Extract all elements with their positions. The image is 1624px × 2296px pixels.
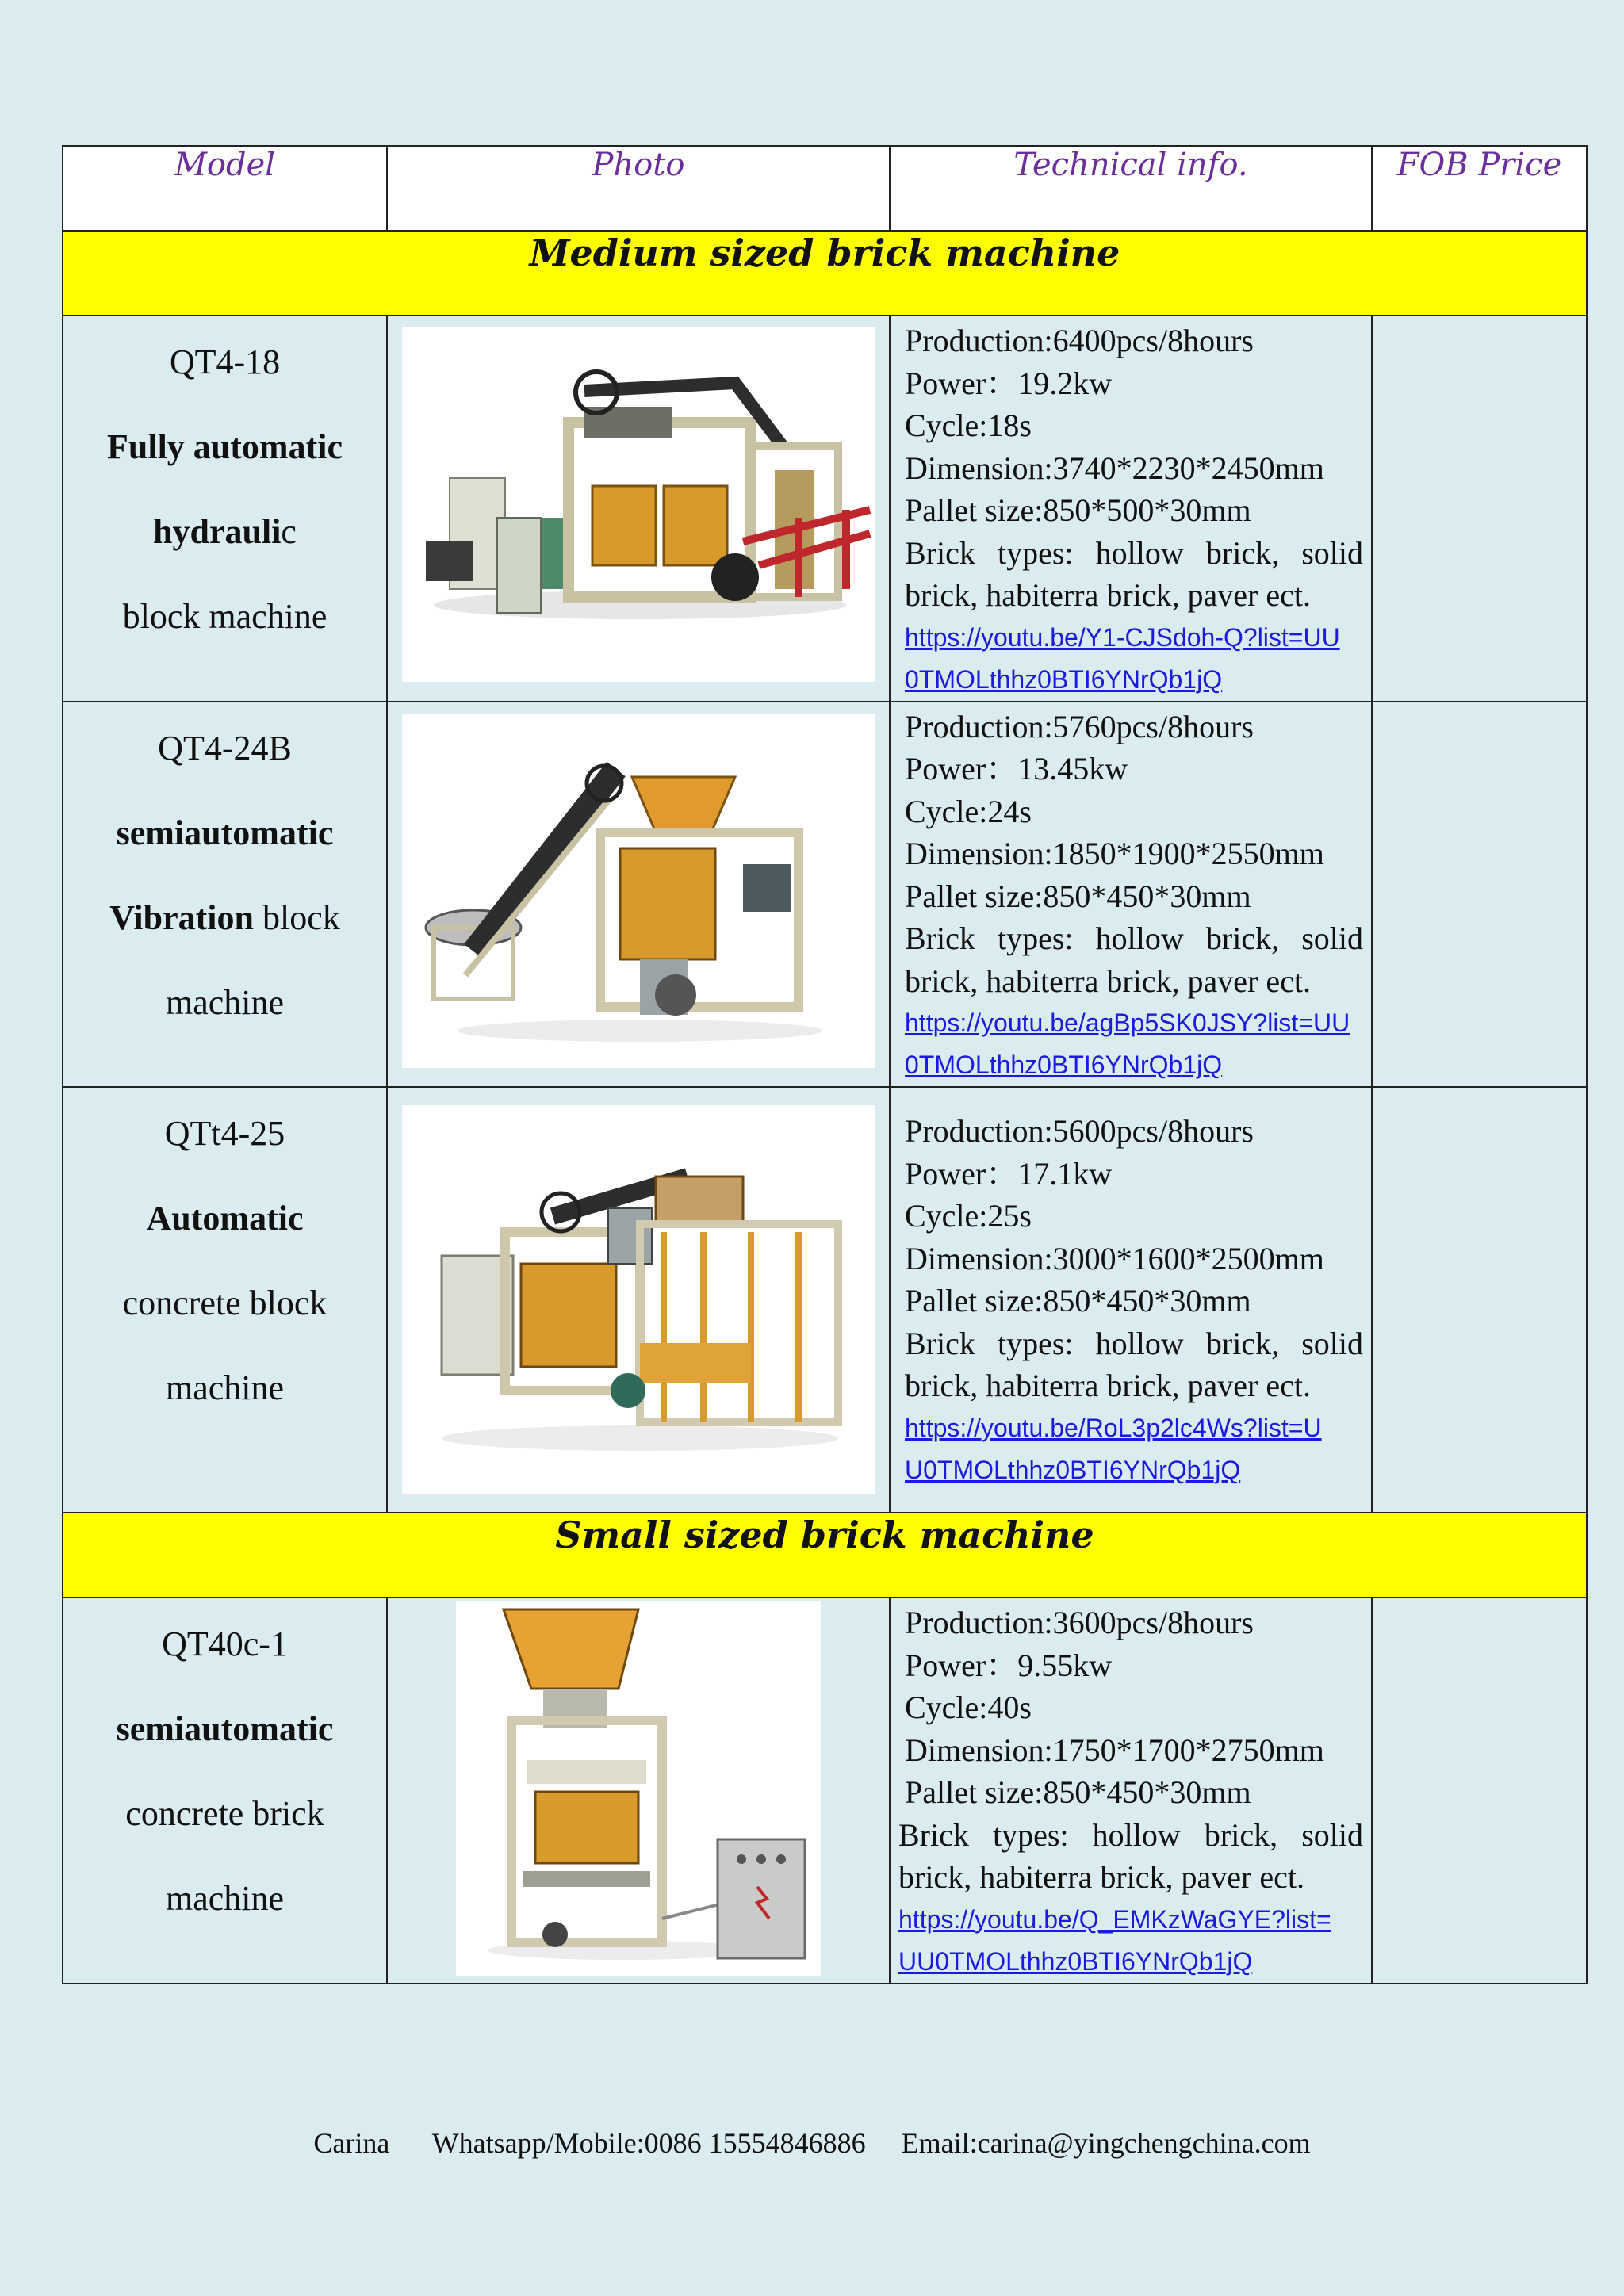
table-row (63, 702, 1587, 1088)
model-cell (63, 316, 387, 702)
spec-brick-types-cont: brick, habiterra brick, paver ect. (905, 962, 1311, 999)
spec-brick-types: Brick types: hollow brick, solid (905, 534, 1363, 571)
spec-brick-types-cont: brick, habiterra brick, paver ect. (905, 1368, 1311, 1403)
model-code: QT4-18 (169, 342, 281, 381)
model-desc (63, 875, 386, 960)
photo-cell (387, 1598, 890, 1984)
model-cell (63, 1598, 387, 1984)
spec-dimension: Dimension:3000*1600*2500mm (905, 1240, 1324, 1276)
spec-brick-types-cont: brick, habiterra brick, paver ect. (898, 1859, 1304, 1895)
video-link[interactable]: https://youtu.be/Y1-CJSdoh-Q?list=UU 0TMOLthhz0BTI6YNrQb1jQ (905, 622, 1340, 694)
model-desc-bold: Vibration (109, 897, 254, 937)
spec-pallet: Pallet size:850*500*30mm (905, 492, 1251, 528)
tech-cell (890, 702, 1372, 1088)
section-medium (63, 231, 1587, 316)
table-row (63, 1087, 1587, 1513)
header-tech: Technical info. (890, 146, 1372, 231)
video-link[interactable]: https://youtu.be/Q_EMKzWaGYE?list= UU0TMOLthhz0BTI6YNrQb1jQ (898, 1904, 1331, 1976)
fob-price-cell (1372, 1087, 1587, 1513)
model-desc: machine (165, 1368, 285, 1407)
spec-production: Production:3600pcs/8hours (905, 1605, 1254, 1640)
spec-power: Power：9.55kw (905, 1647, 1113, 1683)
spec-cycle: Cycle:40s (905, 1689, 1032, 1725)
spec-power: Power：17.1kw (905, 1155, 1113, 1192)
tech-cell (890, 1087, 1372, 1513)
spec-pallet: Pallet size:850*450*30mm (905, 878, 1251, 914)
spec-power: Power：13.45kw (905, 751, 1128, 786)
model-desc (63, 1771, 386, 1856)
model-code: QT4-24B (158, 728, 292, 767)
spec-brick-types: Brick types: hollow brick, solid (905, 920, 1363, 956)
model-desc: machine (165, 982, 285, 1022)
spec-dimension: Dimension:1750*1700*2750mm (905, 1732, 1324, 1768)
model-desc-rest: block (253, 897, 340, 937)
table-row (63, 1598, 1587, 1984)
spec-dimension: Dimension:3740*2230*2450mm (905, 450, 1324, 486)
spec-production: Production:6400pcs/8hours (905, 323, 1254, 358)
header-photo: Photo (387, 146, 890, 231)
table-row (63, 316, 1587, 702)
model-desc-rest: c (281, 512, 297, 551)
model-desc-rest: concrete block (122, 1284, 327, 1322)
model-cell (63, 702, 387, 1088)
spec-cycle: Cycle:18s (905, 408, 1032, 443)
photo-cell (387, 702, 890, 1088)
header-price: FOB Price (1372, 146, 1587, 231)
spec-brick-types: Brick types: hollow brick, solid (898, 1816, 1363, 1853)
model-desc-bold: hydrauli (153, 512, 282, 551)
spec-pallet: Pallet size:850*450*30mm (905, 1283, 1251, 1318)
model-desc: semiautomatic (116, 1709, 334, 1748)
spec-cycle: Cycle:25s (905, 1198, 1032, 1234)
contact-email[interactable]: Email:carina@yingchengchina.com (901, 2127, 1311, 2159)
block-machine-illustration (402, 1105, 875, 1494)
header-model: Model (63, 146, 387, 231)
tech-cell (890, 1598, 1372, 1984)
machine-photo (402, 1105, 875, 1494)
machine-photo (456, 1601, 821, 1976)
contact-name: Carina (313, 2127, 390, 2159)
block-machine-illustration (402, 327, 875, 682)
model-desc: Automatic (146, 1199, 304, 1238)
section-small (63, 1513, 1587, 1598)
spec-cycle: Cycle:24s (905, 793, 1032, 829)
tech-cell (890, 316, 1372, 702)
contact-phone: Whatsapp/Mobile:0086 15554846886 (431, 2127, 866, 2159)
spec-production: Production:5600pcs/8hours (905, 1113, 1254, 1149)
fob-price-cell (1372, 702, 1587, 1088)
fob-price-cell (1372, 316, 1587, 702)
model-code: QT40c-1 (162, 1624, 288, 1663)
model-desc (63, 489, 386, 574)
model-desc: machine (165, 1879, 285, 1918)
photo-cell (387, 316, 890, 702)
block-machine-illustration (456, 1601, 821, 1976)
model-desc (63, 1261, 386, 1345)
video-link[interactable]: https://youtu.be/agBp5SK0JSY?list=UU 0TMOLthhz0BTI6YNrQb1jQ (905, 1008, 1350, 1079)
spec-pallet: Pallet size:850*450*30mm (905, 1774, 1251, 1810)
price-table (62, 145, 1588, 1984)
section-title: Medium sized brick machine (63, 231, 1587, 316)
spec-power: Power：19.2kw (905, 365, 1113, 401)
model-desc-rest: concrete brick (125, 1794, 324, 1833)
header-row (63, 146, 1587, 231)
spec-production: Production:5760pcs/8hours (905, 708, 1254, 744)
model-desc: semiautomatic (116, 813, 334, 852)
machine-photo (402, 327, 875, 682)
model-code: QTt4-25 (164, 1114, 285, 1153)
spec-brick-types-cont: brick, habiterra brick, paver ect. (905, 577, 1311, 613)
spec-brick-types: Brick types: hollow brick, solid (905, 1325, 1363, 1361)
model-cell (63, 1087, 387, 1513)
machine-photo (402, 714, 875, 1068)
spec-dimension: Dimension:1850*1900*2550mm (905, 836, 1324, 871)
model-desc: Fully automatic (107, 427, 343, 466)
video-link[interactable]: https://youtu.be/RoL3p2lc4Ws?list=U U0TMOLthhz0BTI6YNrQb1jQ (905, 1413, 1322, 1484)
section-title: Small sized brick machine (63, 1513, 1587, 1598)
model-desc: block machine (122, 597, 327, 636)
photo-cell (387, 1087, 890, 1513)
fob-price-cell (1372, 1598, 1587, 1984)
block-machine-illustration (402, 714, 875, 1068)
contact-footer (0, 2126, 1624, 2160)
